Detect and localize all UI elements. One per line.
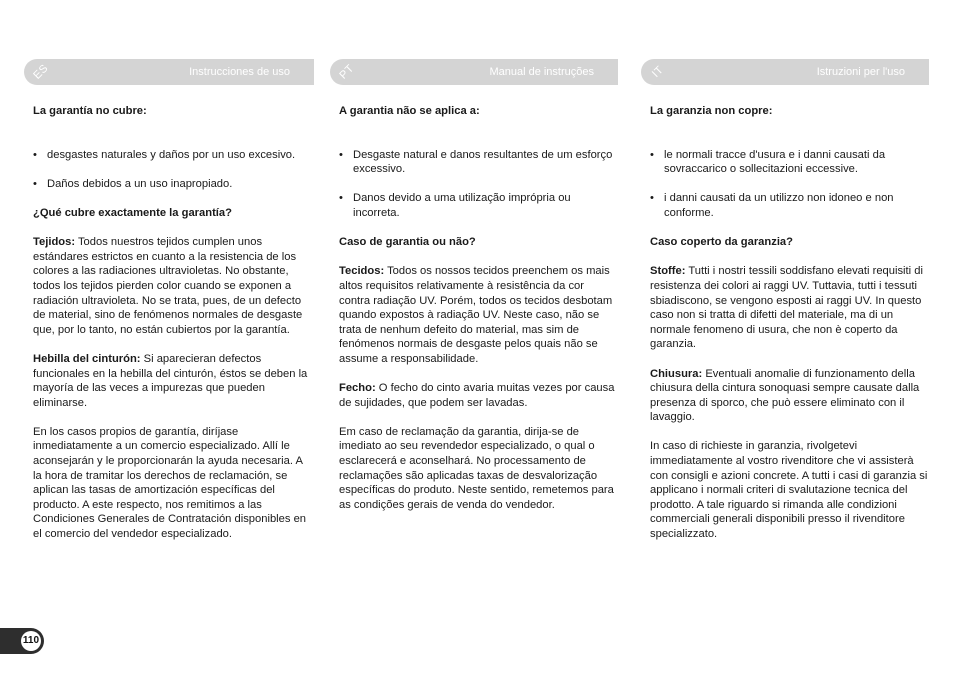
section-title-it: Istruzioni per l'uso	[816, 66, 905, 78]
page-number: 110	[21, 631, 41, 651]
paragraph-fabrics: Stoffe: Tutti i nostri tessili soddisfano elevati requisiti di resistenza dei colori ai raggi UV. Tuttavia, tutti i tessuti sbiadiscono, se vengono esposti ai raggi UV. In questo caso non si tratta di difetti del materiale, ma di un normale fenomeno di usura, che non è coperto da garanzia.	[650, 265, 923, 351]
section-banner-it	[641, 59, 929, 85]
section-body-es	[33, 104, 314, 542]
bullet-icon: •	[33, 148, 37, 161]
section-banner-pt	[330, 59, 618, 85]
language-badge-es: ES	[31, 62, 51, 82]
bullet-icon: •	[33, 177, 37, 190]
list-item: • le normali tracce d'usura e i danni causati da sovraccarico o sollecitazioni eccessive.	[650, 148, 886, 176]
paragraph-buckle: Chiusura: Eventuali anomalie di funzionamento della chiusura della cintura sonoquasi sempre causate dalla presenza di sporco, che può essere eliminato con il lavaggio.	[650, 367, 920, 424]
section-body-it	[650, 104, 929, 542]
list-item: • desgastes naturales y daños por un uso excesivo.	[33, 148, 296, 161]
heading-what-covered: Caso coperto da garanzia?	[650, 236, 793, 249]
bullet-icon: •	[650, 148, 654, 161]
list-item: • Desgaste natural e danos resultantes de um esforço excessivo.	[339, 148, 613, 176]
paragraph-buckle: Fecho: O fecho do cinto avaria muitas vezes por causa de sujidades, que podem ser lavadas.	[339, 382, 615, 409]
heading-not-covered: La garanzia non copre:	[650, 105, 773, 117]
section-title-es: Instrucciones de uso	[189, 66, 290, 78]
paragraph-claims: Em caso de reclamação da garantia, dirija-se de imediato ao seu revendedor especializado, o qual o esclarecerá e aconselhará. No processamento de reclamações são aplicadas taxas de desvalorização específicas do produto. Neste sentido, remetemos para as condições gerais de venda do vendedor.	[339, 425, 614, 511]
section-banner-es	[24, 59, 314, 85]
bullet-icon: •	[339, 192, 343, 205]
paragraph-claims: En los casos propios de garantía, diríjase inmediatamente a un comercio especializado. Allí le aconsejarán y le proporcionarán la ayuda necesaria. A la hora de tramitar los derechos de reclamación, se aplican las tasas de amortización específicas del producto. A este respecto, nos remitimos a las Condiciones Generales de Contratación disponibles en el comercio del vendedor especializado.	[33, 425, 307, 541]
paragraph-buckle: Hebilla del cinturón: Si aparecieran defectos funcionales en la hebilla del cinturón, éstos se deben la mayoría de las veces a impurezas que pueden eliminarse.	[33, 352, 308, 409]
list-item: • Danos devido a uma utilização imprópria ou incorreta.	[339, 192, 571, 219]
list-item: • i danni causati da un utilizzo non idoneo e non conforme.	[650, 192, 894, 219]
paragraph-fabrics: Tecidos: Todos os nossos tecidos preenchem os mais altos requisitos relativamente à resistência da cor contra radiação UV. Porém, todos os tecidos desbotam quando expostos à radiação UV. Neste caso, não se trata de nenhum defeito do material, mas sim de fenómenos normais de desgaste pelos quais não se assume a responsabilidade.	[339, 265, 613, 365]
language-badge-pt: PT	[337, 62, 357, 82]
heading-not-covered: La garantía no cubre:	[33, 105, 147, 117]
heading-not-covered: A garantia não se aplica a:	[339, 105, 480, 117]
paragraph-fabrics: Tejidos: Todos nuestros tejidos cumplen unos estándares estrictos en cuanto a la resistencia de los colores a las radiaciones ultravioletas. No obstante, todos los tejidos pierden color cuando se exponen a radiación ultravioleta. No se trata, pues, de un defecto de material, sino de fenómenos normales de desgaste que, por lo tanto, no están cubiertos por la garantía.	[33, 236, 303, 336]
paragraph-claims: In caso di richieste in garanzia, rivolgetevi immediatamente al vostro rivenditore che vi assisterà con consigli e azioni concrete. A tutti i casi di garanzia si applicano i normali criteri di svalutazione tecnica del prodotto. A tale riguardo si rimanda alle condizioni commerciali generali disponibili presso il rivenditore specializzato.	[650, 440, 928, 541]
list-item: • Daños debidos a un uso inapropiado.	[33, 177, 233, 190]
bullet-icon: •	[650, 192, 654, 205]
bullet-icon: •	[339, 148, 343, 161]
heading-what-covered: Caso de garantia ou não?	[339, 236, 476, 249]
heading-what-covered: ¿Qué cubre exactamente la garantía?	[33, 206, 232, 219]
section-title-pt: Manual de instruções	[489, 66, 594, 78]
section-body-pt	[339, 104, 618, 512]
page-number-tab	[0, 628, 44, 654]
language-badge-it: IT	[649, 63, 667, 81]
